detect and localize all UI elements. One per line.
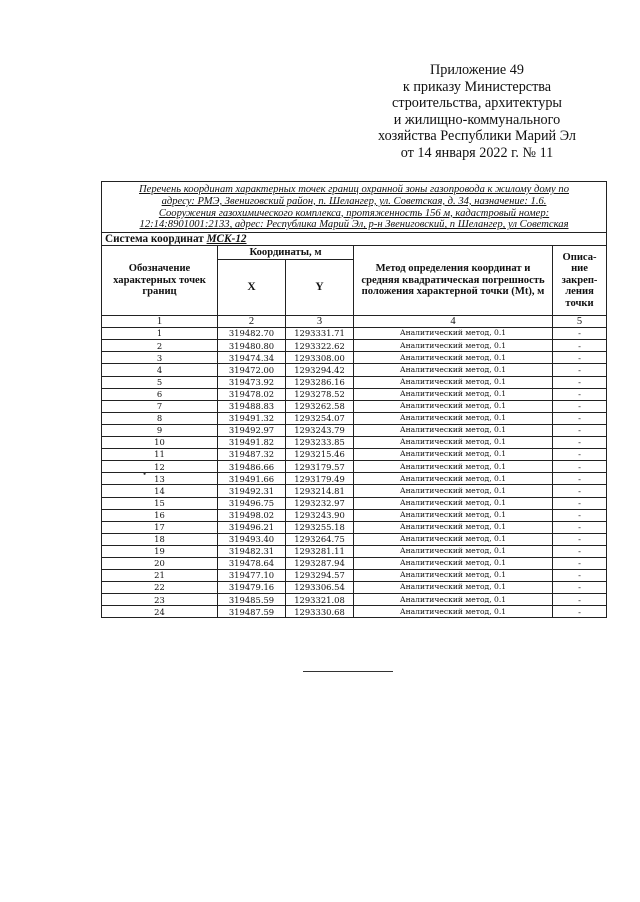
method-value: Аналитический метод, 0.1: [354, 521, 553, 533]
x-value: 319482.70: [218, 328, 286, 340]
y-value: 1293306.54: [286, 582, 354, 594]
method-value: Аналитический метод, 0.1: [354, 497, 553, 509]
x-value: 319496.75: [218, 497, 286, 509]
table-row: [102, 352, 607, 364]
y-value: 1293322.62: [286, 340, 354, 352]
table-row: [102, 437, 607, 449]
method-value: Аналитический метод, 0.1: [354, 364, 553, 376]
description-value: -: [553, 557, 607, 569]
point-number: 15: [102, 497, 218, 509]
description-value: -: [553, 340, 607, 352]
method-value: Аналитический метод, 0.1: [354, 485, 553, 497]
table-row: [102, 424, 607, 436]
column-number: 3: [286, 316, 354, 328]
method-value: Аналитический метод, 0.1: [354, 424, 553, 436]
method-value: Аналитический метод, 0.1: [354, 509, 553, 521]
x-value: 319491.32: [218, 412, 286, 424]
y-value: 1293294.42: [286, 364, 354, 376]
method-value: Аналитический метод, 0.1: [354, 340, 553, 352]
x-value: 319487.59: [218, 606, 286, 618]
point-number: 13: [102, 473, 218, 485]
header-point: Обозначение характерных точек границ: [102, 246, 218, 316]
point-number: 4: [102, 364, 218, 376]
x-value: 319478.64: [218, 557, 286, 569]
method-value: Аналитический метод, 0.1: [354, 437, 553, 449]
table-row: [102, 545, 607, 557]
y-value: 1293308.00: [286, 352, 354, 364]
y-value: 1293179.57: [286, 461, 354, 473]
x-value: 319473.92: [218, 376, 286, 388]
method-value: Аналитический метод, 0.1: [354, 328, 553, 340]
header-x: X: [218, 260, 286, 316]
title-line: Перечень координат характерных точек границ охранной зоны газопровода к жилому дому по: [139, 184, 569, 195]
y-value: 1293233.85: [286, 437, 354, 449]
x-value: 319485.59: [218, 594, 286, 606]
y-value: 1293264.75: [286, 533, 354, 545]
y-value: 1293330.68: [286, 606, 354, 618]
table-row: [102, 364, 607, 376]
x-value: 319478.02: [218, 388, 286, 400]
y-value: 1293281.11: [286, 545, 354, 557]
point-number: 12: [102, 461, 218, 473]
method-value: Аналитический метод, 0.1: [354, 557, 553, 569]
description-value: -: [553, 545, 607, 557]
y-value: 1293179.49: [286, 473, 354, 485]
header-description: Описа- ние закреп- ления точки: [553, 246, 607, 316]
coordinate-system: [102, 233, 607, 246]
description-value: -: [553, 449, 607, 461]
table-row: [102, 594, 607, 606]
description-value: -: [553, 400, 607, 412]
description-value: -: [553, 521, 607, 533]
point-number: 24: [102, 606, 218, 618]
point-number: 22: [102, 582, 218, 594]
header-method: Метод определения координат и средняя квадратическая погрешность положения характерной точки (Mt), м: [354, 246, 553, 316]
x-value: 319492.31: [218, 485, 286, 497]
method-value: Аналитический метод, 0.1: [354, 606, 553, 618]
x-value: 319491.82: [218, 437, 286, 449]
system-label: Система координат: [105, 233, 204, 246]
header-coordinates: Координаты, м: [218, 246, 354, 260]
method-value: Аналитический метод, 0.1: [354, 582, 553, 594]
table-row: [102, 582, 607, 594]
y-value: 1293278.52: [286, 388, 354, 400]
description-value: -: [553, 376, 607, 388]
column-numbers-row: [102, 316, 607, 328]
method-value: Аналитический метод, 0.1: [354, 533, 553, 545]
x-value: 319488.83: [218, 400, 286, 412]
y-value: 1293232.97: [286, 497, 354, 509]
document-header: [352, 62, 602, 162]
point-number: 19: [102, 545, 218, 557]
x-value: 319493.40: [218, 533, 286, 545]
y-value: 1293254.07: [286, 412, 354, 424]
table-row: [102, 570, 607, 582]
table-row: [102, 485, 607, 497]
table-row: [102, 533, 607, 545]
table-row: [102, 473, 607, 485]
description-value: -: [553, 412, 607, 424]
title-line: 12:14:8901001:2133, адрес: Республика Марий Эл, р-н Звениговский, п Шелангер, ул Советская: [139, 219, 569, 231]
point-number: 14: [102, 485, 218, 497]
method-value: Аналитический метод, 0.1: [354, 412, 553, 424]
point-number: 5: [102, 376, 218, 388]
x-value: 319487.32: [218, 449, 286, 461]
y-value: 1293255.18: [286, 521, 354, 533]
point-number: 11: [102, 449, 218, 461]
x-value: 319474.34: [218, 352, 286, 364]
y-value: 1293287.94: [286, 557, 354, 569]
header-y: Y: [286, 260, 354, 316]
header-line: и жилищно-коммунального: [393, 111, 561, 128]
column-number: 2: [218, 316, 286, 328]
x-value: 319479.16: [218, 582, 286, 594]
y-value: 1293262.58: [286, 400, 354, 412]
table-row: [102, 376, 607, 388]
x-value: 319480.80: [218, 340, 286, 352]
description-value: -: [553, 509, 607, 521]
point-number: 7: [102, 400, 218, 412]
table-row: [102, 461, 607, 473]
column-number: 1: [102, 316, 218, 328]
description-value: -: [553, 606, 607, 618]
method-value: Аналитический метод, 0.1: [354, 545, 553, 557]
point-number: 21: [102, 570, 218, 582]
title-line: Сооружения газохимического комплекса, протяженность 156 м, кадастровый номер:: [158, 207, 550, 219]
description-value: -: [553, 424, 607, 436]
header-line: хозяйства Республики Марий Эл: [378, 128, 576, 145]
y-value: 1293321.08: [286, 594, 354, 606]
point-number: 10: [102, 437, 218, 449]
header-line: от 14 января 2022 г. № 11: [400, 144, 554, 161]
coordinates-table: [101, 181, 607, 618]
description-value: -: [553, 461, 607, 473]
x-value: 319491.66: [218, 473, 286, 485]
description-value: -: [553, 364, 607, 376]
description-value: -: [553, 388, 607, 400]
method-value: Аналитический метод, 0.1: [354, 449, 553, 461]
x-value: 319482.31: [218, 545, 286, 557]
point-number: 1: [102, 328, 218, 340]
table-row: [102, 340, 607, 352]
y-value: 1293331.71: [286, 328, 354, 340]
system-value: МСК-12: [206, 233, 247, 246]
description-value: -: [553, 497, 607, 509]
x-value: 319498.02: [218, 509, 286, 521]
point-number: 23: [102, 594, 218, 606]
table-row: [102, 557, 607, 569]
point-number: 8: [102, 412, 218, 424]
point-number: 6: [102, 388, 218, 400]
description-value: -: [553, 437, 607, 449]
method-value: Аналитический метод, 0.1: [354, 473, 553, 485]
method-value: Аналитический метод, 0.1: [354, 400, 553, 412]
column-number: 4: [354, 316, 553, 328]
header-line: к приказу Министерства: [402, 78, 552, 95]
description-value: -: [553, 594, 607, 606]
method-value: Аналитический метод, 0.1: [354, 594, 553, 606]
description-value: -: [553, 582, 607, 594]
description-value: -: [553, 328, 607, 340]
method-value: Аналитический метод, 0.1: [354, 388, 553, 400]
y-value: 1293243.90: [286, 509, 354, 521]
description-value: -: [553, 533, 607, 545]
table-row: [102, 606, 607, 618]
table-row: [102, 388, 607, 400]
table-row: [102, 521, 607, 533]
x-value: 319486.66: [218, 461, 286, 473]
y-value: 1293286.16: [286, 376, 354, 388]
table-row: [102, 449, 607, 461]
column-number: 5: [553, 316, 607, 328]
description-value: -: [553, 352, 607, 364]
point-number: 16: [102, 509, 218, 521]
method-value: Аналитический метод, 0.1: [354, 570, 553, 582]
method-value: Аналитический метод, 0.1: [354, 352, 553, 364]
table-row: [102, 328, 607, 340]
x-value: 319496.21: [218, 521, 286, 533]
description-value: -: [553, 570, 607, 582]
table-row: [102, 412, 607, 424]
description-value: -: [553, 473, 607, 485]
point-number: 3: [102, 352, 218, 364]
point-number: 9: [102, 424, 218, 436]
table-title: [102, 182, 607, 233]
scan-mark: •: [143, 469, 147, 479]
table-row: [102, 497, 607, 509]
header-line: Приложение 49: [430, 62, 524, 78]
point-number: 18: [102, 533, 218, 545]
table-row: [102, 509, 607, 521]
y-value: 1293243.79: [286, 424, 354, 436]
y-value: 1293214.81: [286, 485, 354, 497]
y-value: 1293294.57: [286, 570, 354, 582]
y-value: 1293215.46: [286, 449, 354, 461]
x-value: 319492.97: [218, 424, 286, 436]
header-line: строительства, архитектуры: [392, 95, 562, 112]
point-number: 17: [102, 521, 218, 533]
x-value: 319477.10: [218, 570, 286, 582]
table-body: [102, 328, 607, 618]
description-value: -: [553, 485, 607, 497]
x-value: 319472.00: [218, 364, 286, 376]
point-number: 20: [102, 557, 218, 569]
method-value: Аналитический метод, 0.1: [354, 461, 553, 473]
point-number: 2: [102, 340, 218, 352]
bottom-divider: [303, 671, 393, 672]
table-row: [102, 400, 607, 412]
method-value: Аналитический метод, 0.1: [354, 376, 553, 388]
title-line: адресу: РМЭ, Звениговский район, п. Шелангер, ул. Советская, д. 34, назначение: 1.6.: [161, 195, 547, 207]
